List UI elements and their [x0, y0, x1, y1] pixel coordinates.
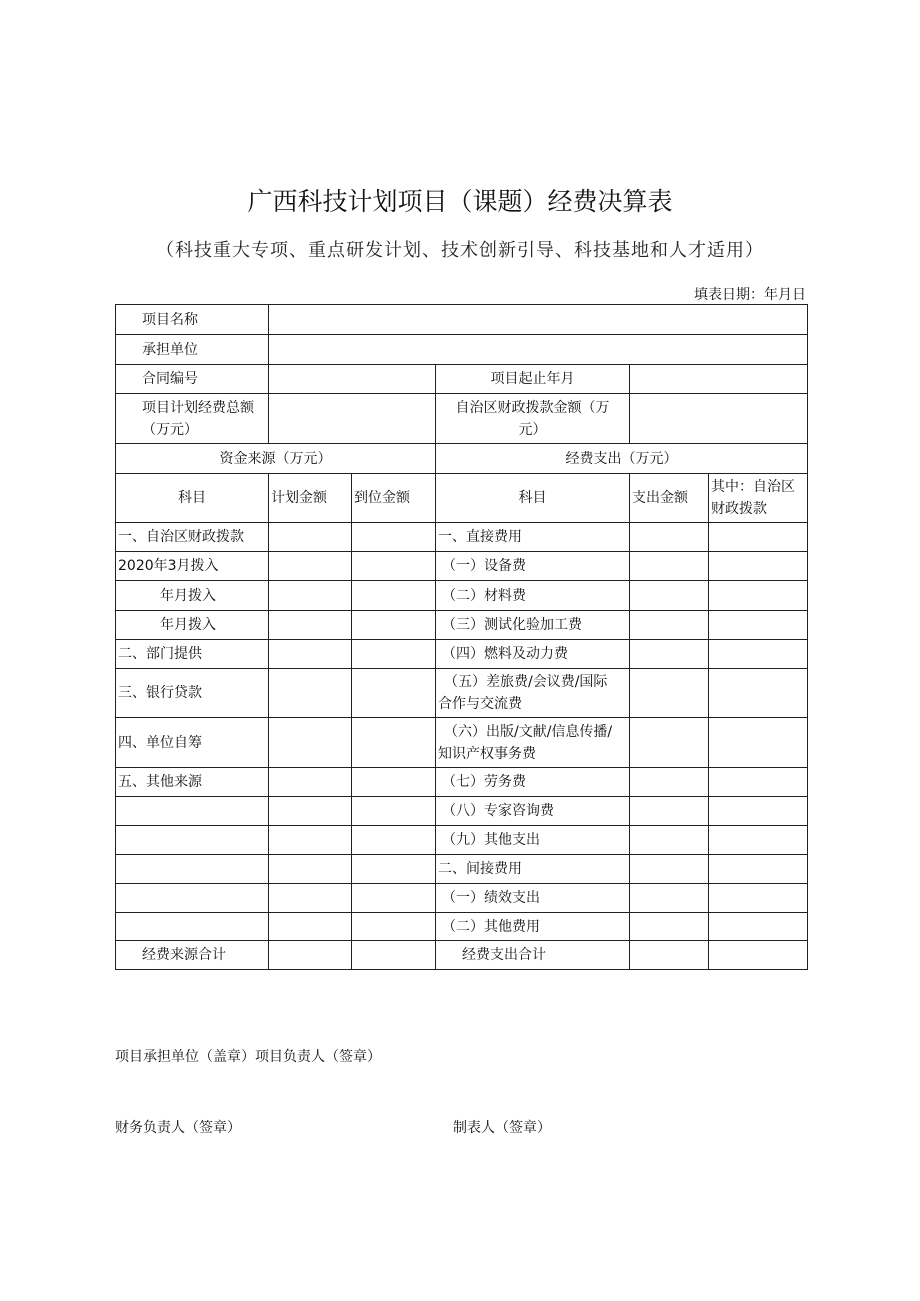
table-row [116, 941, 808, 970]
cell[interactable] [630, 640, 709, 669]
source-item: 四、单位自筹 [116, 718, 269, 768]
col-expense-amount: 支出金额 [630, 474, 709, 523]
cell[interactable] [269, 552, 352, 581]
cell[interactable] [116, 797, 269, 826]
contract-no-label: 合同编号 [116, 365, 269, 394]
cell[interactable] [352, 768, 436, 797]
expense-item: （六）出版/文献/信息传播/ [444, 723, 613, 740]
project-name-field[interactable] [269, 305, 808, 335]
cell[interactable] [630, 669, 709, 718]
col-of-which-2: 财政拨款 [711, 501, 767, 517]
cell[interactable] [352, 826, 436, 855]
table-row [116, 523, 808, 552]
preparer-signature: 制表人（签章） [453, 1120, 551, 1136]
cell[interactable] [709, 941, 808, 970]
source-item: 一、自治区财政拨款 [116, 523, 269, 552]
cell[interactable] [269, 768, 352, 797]
table-row [116, 335, 808, 365]
cell[interactable] [709, 768, 808, 797]
cell[interactable] [352, 669, 436, 718]
table-row [116, 913, 808, 941]
cell[interactable] [630, 768, 709, 797]
expense-item: （一）设备费 [436, 552, 630, 581]
cell[interactable] [116, 884, 269, 913]
cell[interactable] [709, 552, 808, 581]
project-period-field[interactable] [630, 365, 808, 394]
cell[interactable] [709, 884, 808, 913]
expense-item: 二、间接费用 [436, 855, 630, 884]
cell[interactable] [352, 611, 436, 640]
cell[interactable] [269, 669, 352, 718]
col-expense-item: 科目 [436, 474, 630, 523]
expense-item-cont: 合作与交流费 [438, 696, 522, 712]
project-name-label: 项目名称 [116, 305, 269, 335]
expense-item: 一、直接费用 [436, 523, 630, 552]
table-row [116, 884, 808, 913]
cell[interactable] [709, 855, 808, 884]
cell[interactable] [709, 797, 808, 826]
table-row [116, 855, 808, 884]
undertaking-unit-field[interactable] [269, 335, 808, 365]
source-item: 五、其他来源 [116, 768, 269, 797]
cell[interactable] [269, 855, 352, 884]
unit-leader-signature: 项目承担单位（盖章）项目负责人（签章） [115, 1049, 381, 1065]
col-planned-amount: 计划金额 [269, 474, 352, 523]
expense-total-label: 经费支出合计 [436, 941, 630, 970]
cell[interactable] [352, 913, 436, 941]
cell[interactable] [630, 855, 709, 884]
gov-grant-label: 自治区财政拨款金额（万 [455, 399, 610, 416]
source-item: 三、银行贷款 [116, 669, 269, 718]
cell[interactable] [116, 826, 269, 855]
table-row [116, 718, 808, 768]
table-row [116, 669, 808, 718]
col-received-amount: 到位金额 [352, 474, 436, 523]
source-item: 年月拨入 [116, 611, 269, 640]
cell[interactable] [352, 640, 436, 669]
cell[interactable] [269, 523, 352, 552]
cell[interactable] [352, 884, 436, 913]
gov-grant-field[interactable] [630, 394, 808, 444]
table-row [116, 552, 808, 581]
cell[interactable] [269, 884, 352, 913]
cell[interactable] [352, 797, 436, 826]
cell[interactable] [709, 611, 808, 640]
cell[interactable] [630, 826, 709, 855]
cell[interactable] [709, 718, 808, 768]
plan-total-label: 项目计划经费总额 [142, 399, 254, 416]
cell[interactable] [630, 941, 709, 970]
plan-total-unit: （万元） [142, 421, 198, 438]
table-row [116, 365, 808, 394]
cell[interactable] [352, 523, 436, 552]
gov-grant-unit: 元） [518, 421, 547, 438]
cell[interactable] [352, 855, 436, 884]
table-row [116, 474, 808, 523]
cell[interactable] [709, 669, 808, 718]
cell[interactable] [630, 797, 709, 826]
cell[interactable] [709, 913, 808, 941]
expense-item: （二）其他费用 [436, 913, 630, 941]
source-item: 年月拨入 [116, 581, 269, 611]
table-row [116, 305, 808, 335]
expense-item: （一）绩效支出 [436, 884, 630, 913]
budget-table [115, 304, 808, 970]
cell[interactable] [630, 718, 709, 768]
source-item: 二、部门提供 [116, 640, 269, 669]
table-row [116, 768, 808, 797]
expense-item: （七）劳务费 [436, 768, 630, 797]
table-row [116, 797, 808, 826]
cell[interactable] [269, 797, 352, 826]
table-row [116, 581, 808, 611]
source-total-label: 经费来源合计 [116, 941, 269, 970]
cell[interactable] [269, 640, 352, 669]
col-of-which: 其中：自治区 [711, 479, 795, 495]
cell[interactable] [630, 913, 709, 941]
cell[interactable] [269, 611, 352, 640]
expense-item: （二）材料费 [436, 581, 630, 611]
cell[interactable] [630, 581, 709, 611]
cell[interactable] [269, 581, 352, 611]
cell[interactable] [709, 523, 808, 552]
finance-leader-signature: 财务负责人（签章） [115, 1120, 241, 1136]
cell[interactable] [269, 913, 352, 941]
expense-item: （四）燃料及动力费 [436, 640, 630, 669]
undertaking-unit-label: 承担单位 [116, 335, 269, 365]
contract-no-field[interactable] [269, 365, 436, 394]
col-item: 科目 [116, 474, 269, 523]
expense-item-cont: 知识产权事务费 [438, 745, 536, 762]
project-period-label: 项目起止年月 [436, 365, 630, 394]
cell[interactable] [709, 640, 808, 669]
cell[interactable] [352, 941, 436, 970]
fill-date-label: 填表日期：年月日 [694, 287, 806, 303]
cell[interactable] [709, 826, 808, 855]
cell[interactable] [352, 552, 436, 581]
table-row [116, 394, 808, 444]
plan-total-field[interactable] [269, 394, 436, 444]
expense-item: （九）其他支出 [436, 826, 630, 855]
cell[interactable] [630, 884, 709, 913]
cell[interactable] [269, 718, 352, 768]
expense-item: （三）测试化验加工费 [436, 611, 630, 640]
cell[interactable] [630, 523, 709, 552]
source-item: 2020年3月拨入 [116, 552, 269, 581]
expense-item: （八）专家咨询费 [436, 797, 630, 826]
cell[interactable] [352, 581, 436, 611]
table-row [116, 826, 808, 855]
expense-header: 经费支出（万元） [436, 444, 808, 474]
cell[interactable] [709, 581, 808, 611]
cell[interactable] [630, 552, 709, 581]
cell[interactable] [630, 611, 709, 640]
expense-item: （五）差旅费/会议费/国际 [444, 674, 608, 690]
table-row [116, 640, 808, 669]
table-row [116, 444, 808, 474]
cell[interactable] [352, 718, 436, 768]
page-subtitle: （科技重大专项、重点研发计划、技术创新引导、科技基地和人才适用） [156, 240, 764, 261]
table-row [116, 611, 808, 640]
page-title: 广西科技计划项目（课题）经费决算表 [247, 187, 673, 216]
cell[interactable] [116, 855, 269, 884]
source-header: 资金来源（万元） [116, 444, 436, 474]
cell[interactable] [269, 941, 352, 970]
cell[interactable] [269, 826, 352, 855]
cell[interactable] [116, 913, 269, 941]
